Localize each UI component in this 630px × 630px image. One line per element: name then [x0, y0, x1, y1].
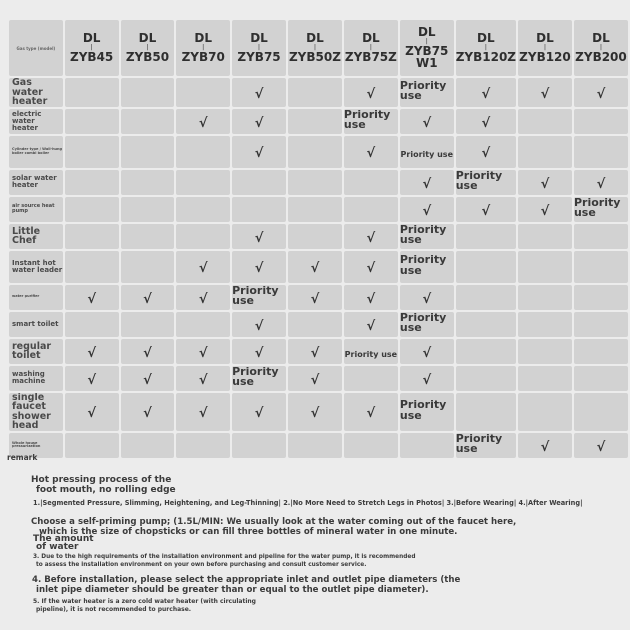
table-cell — [400, 366, 454, 391]
check-mark: √ — [254, 345, 264, 361]
model-header — [232, 20, 286, 76]
check-mark: √ — [254, 146, 264, 161]
model-code: ZYB50Z — [288, 50, 341, 64]
check-mark: √ — [366, 146, 376, 161]
model-brand: DL — [536, 31, 554, 46]
check-mark: √ — [422, 203, 432, 219]
note-amount-1: The amount — [33, 534, 94, 544]
table-cell — [456, 136, 516, 168]
model-brand: DL — [592, 31, 610, 46]
model-code: ZYB70 — [181, 50, 225, 64]
model-header — [288, 20, 342, 76]
check-mark: √ — [87, 372, 96, 388]
note-5a: 5. If the water heater is a zero cold water heater (with circulating — [33, 598, 256, 605]
table-cell — [288, 170, 342, 195]
table-cell — [288, 251, 342, 283]
table-cell — [574, 251, 628, 283]
table-cell — [574, 78, 628, 107]
table-cell — [232, 339, 286, 364]
row-label: water purifier — [9, 285, 63, 310]
table-cell — [518, 224, 572, 249]
model-brand: DL — [250, 31, 268, 46]
check-mark: √ — [481, 146, 491, 161]
model-code: ZYB75 — [405, 43, 449, 58]
check-mark: √ — [310, 372, 320, 388]
table-cell — [176, 393, 230, 431]
table-cell — [232, 312, 286, 337]
table-cell — [574, 197, 628, 222]
model-divider: | — [146, 44, 149, 51]
note-3a: 3. Due to the high requirements of the installation environment and pipeline for the water pump, it is recommended — [33, 554, 416, 560]
table-cell — [65, 170, 119, 195]
model-brand: DL — [138, 31, 157, 46]
model-brand: DL — [194, 31, 213, 46]
table-cell — [288, 136, 342, 168]
table-cell — [121, 312, 175, 337]
model-header — [121, 20, 175, 76]
model-code: ZYB120 — [519, 50, 571, 64]
table-cell — [518, 285, 572, 310]
note-3b: to assess the installation environment on your own before purchasing and consult customer service. — [36, 562, 367, 568]
check-mark: √ — [143, 406, 152, 421]
table-row — [9, 339, 628, 364]
model-header — [176, 20, 230, 76]
note-pump-1: Choose a self-priming pump; (1.5L/MIN: We usually look at the water coming out of the faucet here, — [31, 517, 517, 527]
table-cell — [121, 224, 175, 249]
check-mark: √ — [596, 439, 606, 455]
table-cell — [344, 109, 398, 134]
check-mark: √ — [87, 345, 96, 361]
table-cell — [574, 312, 628, 337]
header-row — [9, 20, 628, 76]
table-cell — [574, 224, 628, 249]
table-cell — [232, 136, 286, 168]
check-mark: √ — [422, 115, 432, 131]
table-row — [9, 285, 628, 310]
table-cell — [344, 251, 398, 283]
model-code: ZYB45 — [70, 50, 114, 64]
compatibility-table — [7, 18, 630, 460]
row-label: Instant hot water leader — [9, 251, 63, 283]
model-code: ZYB200 — [575, 50, 627, 64]
priority-use-mark: Priority use — [232, 365, 279, 389]
table-cell — [65, 224, 119, 249]
check-mark: √ — [254, 406, 264, 421]
check-mark: √ — [596, 176, 606, 192]
model-header — [400, 20, 454, 76]
table-cell — [232, 251, 286, 283]
note-amount-2: of water — [36, 542, 79, 552]
check-mark: √ — [254, 230, 264, 246]
table-cell — [176, 339, 230, 364]
table-cell — [518, 78, 572, 107]
check-mark: √ — [366, 318, 376, 334]
check-mark: √ — [87, 291, 96, 307]
table-cell — [574, 109, 628, 134]
table-cell — [518, 339, 572, 364]
note-heading-1b: foot mouth, no rolling edge — [36, 485, 176, 495]
check-mark: √ — [198, 261, 208, 276]
table-cell — [288, 285, 342, 310]
notes-section — [0, 448, 630, 630]
table-row — [9, 197, 628, 222]
table-cell — [176, 197, 230, 222]
priority-use-mark: Priority use — [455, 169, 503, 193]
table-cell — [400, 170, 454, 195]
table-row — [9, 312, 628, 337]
model-divider: | — [425, 37, 428, 45]
table-cell — [176, 285, 230, 310]
priority-use-mark: Priority use — [399, 398, 447, 422]
table-cell — [232, 393, 286, 431]
model-divider: | — [257, 44, 261, 51]
priority-use-mark: Priority use — [399, 311, 447, 335]
table-cell — [65, 312, 119, 337]
priority-use-mark: Priority use — [399, 253, 447, 277]
check-mark: √ — [422, 176, 432, 192]
table-cell — [288, 393, 342, 431]
model-header — [518, 20, 572, 76]
table-cell — [456, 393, 516, 431]
table-cell — [121, 197, 175, 222]
check-mark: √ — [310, 406, 320, 421]
priority-use-mark: Priority use — [344, 349, 398, 359]
check-mark: √ — [143, 291, 152, 307]
table-cell — [288, 197, 342, 222]
table-cell — [344, 366, 398, 391]
check-mark: √ — [540, 176, 550, 192]
table-cell — [121, 339, 175, 364]
table-cell — [456, 170, 516, 195]
table-cell — [518, 366, 572, 391]
check-mark: √ — [254, 115, 264, 131]
model-brand: DL — [417, 25, 436, 40]
model-divider: | — [599, 44, 603, 51]
check-mark: √ — [310, 345, 320, 361]
table-cell — [456, 366, 516, 391]
table-cell — [344, 78, 398, 107]
note-steps: 1.|Segmented Pressure, Slimming, Heightening, and Leg-Thinning| 2.|No More Need to Stretch Legs in Photos| 3.|Before Wearing| 4.|After Wearing| — [33, 499, 583, 507]
table-cell — [400, 136, 454, 168]
note-4b: inlet pipe diameter should be greater than or equal to the outlet pipe diameter). — [36, 585, 429, 595]
table-cell — [574, 339, 628, 364]
check-mark: √ — [540, 203, 550, 219]
table-cell — [121, 170, 175, 195]
table-cell — [288, 78, 342, 107]
table-cell — [400, 339, 454, 364]
model-divider: | — [90, 44, 93, 51]
priority-use-mark: Priority use — [232, 284, 279, 308]
priority-use-mark: Priority use — [455, 432, 503, 456]
table-cell — [176, 312, 230, 337]
table-cell — [232, 197, 286, 222]
table-row — [9, 109, 628, 134]
table-cell — [232, 224, 286, 249]
model-brand: DL — [362, 31, 380, 46]
table-row — [9, 170, 628, 195]
table-cell — [574, 366, 628, 391]
row-label: regular toilet — [9, 339, 63, 364]
check-mark: √ — [596, 86, 606, 102]
table-cell — [288, 366, 342, 391]
check-mark: √ — [198, 406, 208, 421]
table-cell — [518, 109, 572, 134]
check-mark: √ — [366, 406, 376, 421]
table-cell — [121, 285, 175, 310]
table-cell — [121, 366, 175, 391]
table-cell — [65, 339, 119, 364]
priority-use-mark: Priority use — [399, 79, 447, 103]
table-cell — [121, 78, 175, 107]
table-cell — [344, 170, 398, 195]
model-brand: DL — [306, 31, 324, 46]
table-cell — [344, 339, 398, 364]
model-code: ZYB75 — [237, 50, 281, 64]
table-cell — [288, 339, 342, 364]
table-cell — [176, 251, 230, 283]
table-cell — [344, 312, 398, 337]
table-cell — [456, 251, 516, 283]
table-cell — [65, 393, 119, 431]
table-row — [9, 366, 628, 391]
check-mark: √ — [481, 203, 491, 219]
model-brand: DL — [82, 31, 101, 46]
row-label: air source heat pump — [9, 197, 63, 222]
table-cell — [65, 251, 119, 283]
table-cell — [176, 224, 230, 249]
check-mark: √ — [310, 291, 320, 307]
model-divider: | — [369, 44, 372, 51]
table-cell — [518, 393, 572, 431]
model-divider: | — [484, 44, 487, 51]
table-cell — [288, 312, 342, 337]
row-label: single faucet shower head — [9, 393, 63, 431]
table-cell — [574, 136, 628, 168]
model-code: ZYB75Z — [344, 50, 397, 64]
remark-label: remark — [7, 453, 38, 462]
row-label: solar water heater — [9, 170, 63, 195]
table-cell — [288, 224, 342, 249]
row-label: Cylinder type / Wall-hung boiler combi boiler — [9, 136, 63, 168]
model-brand: DL — [477, 31, 495, 46]
table-cell — [232, 170, 286, 195]
table-cell — [518, 251, 572, 283]
check-mark: √ — [540, 86, 550, 102]
priority-use-mark: Priority use — [343, 108, 391, 132]
model-code: ZYB120Z — [455, 50, 516, 64]
check-mark: √ — [481, 86, 491, 102]
model-divider: | — [202, 44, 205, 51]
table-cell — [400, 251, 454, 283]
check-mark: √ — [198, 115, 208, 131]
table-cell — [121, 136, 175, 168]
check-mark: √ — [143, 345, 152, 361]
row-label: Whole house pressurization — [9, 433, 63, 458]
row-label: smart toilet — [9, 312, 63, 337]
model-header — [456, 20, 516, 76]
table-cell — [232, 285, 286, 310]
model-header — [344, 20, 398, 76]
table-cell — [400, 78, 454, 107]
table-cell — [456, 339, 516, 364]
model-divider: | — [543, 44, 547, 51]
table-cell — [288, 109, 342, 134]
table-cell — [344, 197, 398, 222]
priority-use-mark: Priority use — [573, 196, 621, 220]
table-row — [9, 393, 628, 431]
priority-use-mark: Priority use — [399, 223, 447, 247]
table-cell — [400, 285, 454, 310]
row-label: electric water heater — [9, 109, 63, 134]
table-cell — [65, 366, 119, 391]
table-row — [9, 78, 628, 107]
table-cell — [232, 78, 286, 107]
table-cell — [400, 312, 454, 337]
check-mark: √ — [254, 261, 264, 276]
table-cell — [232, 366, 286, 391]
table-cell — [121, 393, 175, 431]
model-suffix: W1 — [415, 56, 438, 71]
check-mark: √ — [422, 372, 432, 388]
table-cell — [574, 393, 628, 431]
table-cell — [518, 197, 572, 222]
check-mark: √ — [366, 86, 376, 102]
table-cell — [176, 170, 230, 195]
check-mark: √ — [481, 115, 491, 131]
table-cell — [456, 312, 516, 337]
corner-label: Gas type (model) — [9, 20, 63, 76]
check-mark: √ — [198, 372, 208, 388]
row-label: Gas water heater — [9, 78, 63, 107]
note-heading-1: Hot pressing process of the — [31, 475, 172, 485]
table-row — [9, 224, 628, 249]
table-cell — [456, 78, 516, 107]
table-cell — [344, 224, 398, 249]
table-cell — [65, 78, 119, 107]
check-mark: √ — [198, 345, 208, 361]
table-cell — [344, 285, 398, 310]
table-cell — [65, 197, 119, 222]
priority-use-mark: Priority use — [400, 150, 453, 159]
table-cell — [574, 170, 628, 195]
check-mark: √ — [422, 345, 432, 361]
table-cell — [65, 136, 119, 168]
row-label: washing machine — [9, 366, 63, 391]
check-mark: √ — [254, 86, 264, 102]
note-4a: 4. Before installation, please select the appropriate inlet and outlet pipe diameters (the — [32, 575, 461, 585]
table-cell — [176, 366, 230, 391]
table-cell — [232, 109, 286, 134]
table-cell — [518, 136, 572, 168]
table-cell — [456, 224, 516, 249]
table-cell — [344, 393, 398, 431]
table-cell — [121, 251, 175, 283]
table-row — [9, 251, 628, 283]
check-mark: √ — [366, 230, 376, 246]
row-label: Little Chef — [9, 224, 63, 249]
table-cell — [456, 109, 516, 134]
table-cell — [176, 78, 230, 107]
table-cell — [518, 312, 572, 337]
table-cell — [518, 170, 572, 195]
table-cell — [400, 393, 454, 431]
check-mark: √ — [87, 406, 96, 421]
check-mark: √ — [198, 291, 208, 307]
model-code: ZYB50 — [125, 50, 170, 64]
check-mark: √ — [143, 372, 152, 388]
table-cell — [574, 285, 628, 310]
table-cell — [400, 224, 454, 249]
check-mark: √ — [422, 291, 432, 307]
table-cell — [456, 285, 516, 310]
note-5b: pipeline), it is not recommended to purchase. — [36, 606, 192, 613]
table-cell — [400, 109, 454, 134]
table-cell — [65, 109, 119, 134]
table-cell — [344, 136, 398, 168]
table-cell — [65, 285, 119, 310]
model-header — [574, 20, 628, 76]
check-mark: √ — [540, 439, 550, 455]
table-cell — [176, 136, 230, 168]
model-header — [65, 20, 119, 76]
model-divider: | — [313, 44, 317, 51]
table-cell — [456, 197, 516, 222]
table-cell — [176, 109, 230, 134]
note-pump-2: which is the size of chopsticks or can fill three bottles of mineral water in one minute. — [39, 527, 458, 537]
table-row — [9, 136, 628, 168]
table-cell — [121, 109, 175, 134]
check-mark: √ — [366, 261, 376, 276]
check-mark: √ — [254, 318, 264, 334]
table-cell — [400, 197, 454, 222]
check-mark: √ — [366, 291, 376, 307]
check-mark: √ — [310, 261, 320, 276]
